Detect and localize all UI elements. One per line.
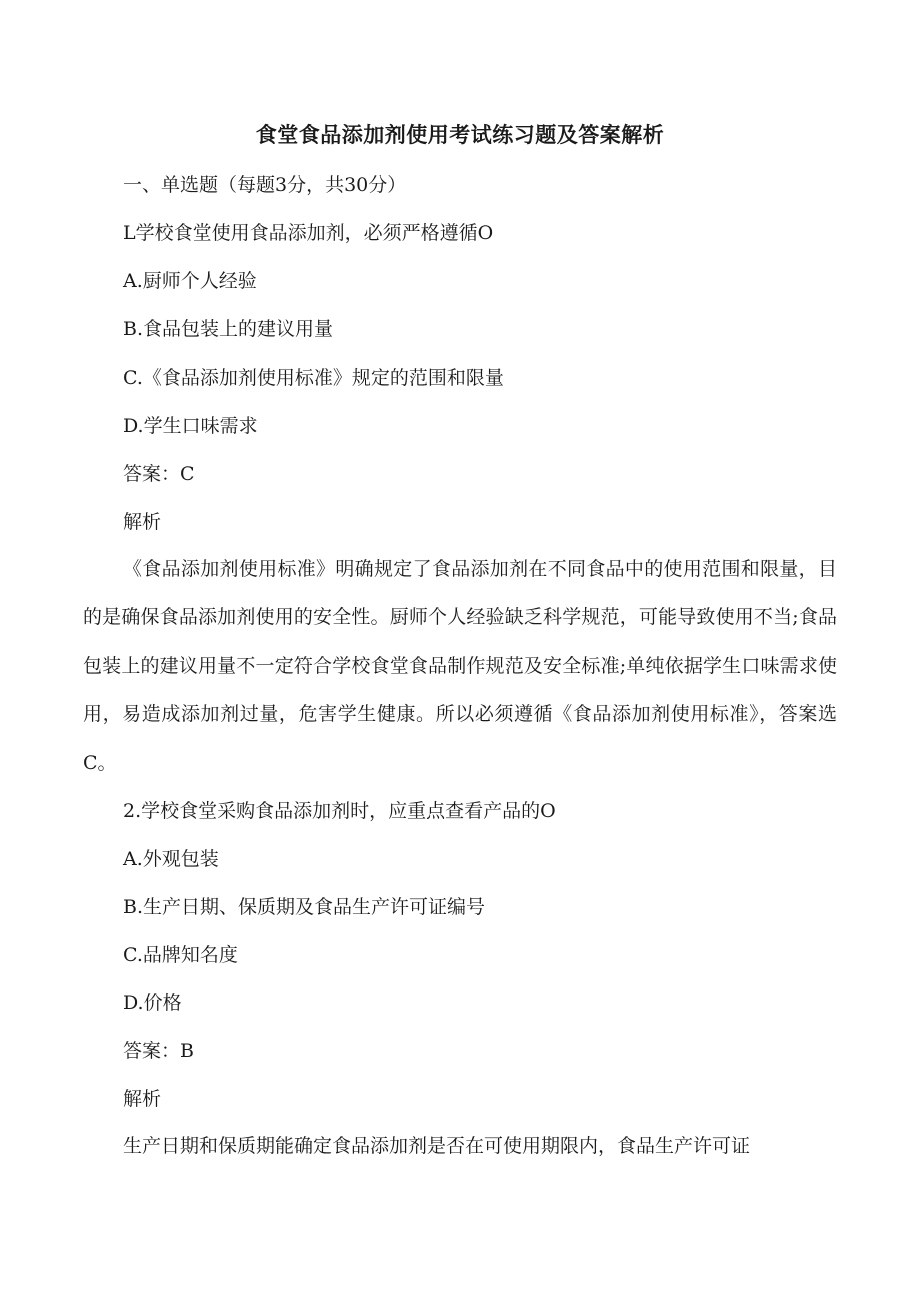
question-2-option-a: A.外观包装 [123,848,219,870]
page-title: 食堂食品添加剂使用考试练习题及答案解析 [255,123,665,147]
question-2-answer: 答案：B [123,1040,194,1062]
question-2-option-c: C.品牌知名度 [123,944,238,966]
question-1-option-b: B.食品包装上的建议用量 [123,318,334,340]
question-1-option-d: D.学生口味需求 [123,415,258,437]
section-heading: 一、单选题（每题3分，共30分） [123,174,407,196]
question-2-option-d: D.价格 [123,992,182,1014]
question-2-stem: 2.学校食堂采购食品添加剂时，应重点查看产品的O [123,800,556,822]
question-2-option-b: B.生产日期、保质期及食品生产许可证编号 [123,896,486,918]
question-1-answer: 答案：C [123,463,195,485]
question-1-analysis-label: 解析 [123,511,162,533]
question-1-option-a: A.厨师个人经验 [123,270,257,292]
question-1-stem: L学校食堂使用食品添加剂，必须严格遵循O [123,222,494,244]
question-2-analysis-label: 解析 [123,1088,162,1110]
question-1-analysis: 《食品添加剂使用标准》明确规定了食品添加剂在不同食品中的使用范围和限量，目的是确保食品添加剂使用的安全性。厨师个人经验缺乏科学规范，可能导致使用不当;食品包装上的建议用量不一定符合学校食堂食品制作规范及安全标准;单纯依据学生口味需求使用，易造成添加剂过量，危害学生健康。所以必须遵循《食品添加剂使用标准》，答案选C。 [83,558,837,774]
question-2-analysis: 生产日期和保质期能确定食品添加剂是否在可使用期限内，食品生产许可证 [123,1135,751,1157]
question-1-option-c: C.《食品添加剂使用标准》规定的范围和限量 [123,367,504,389]
